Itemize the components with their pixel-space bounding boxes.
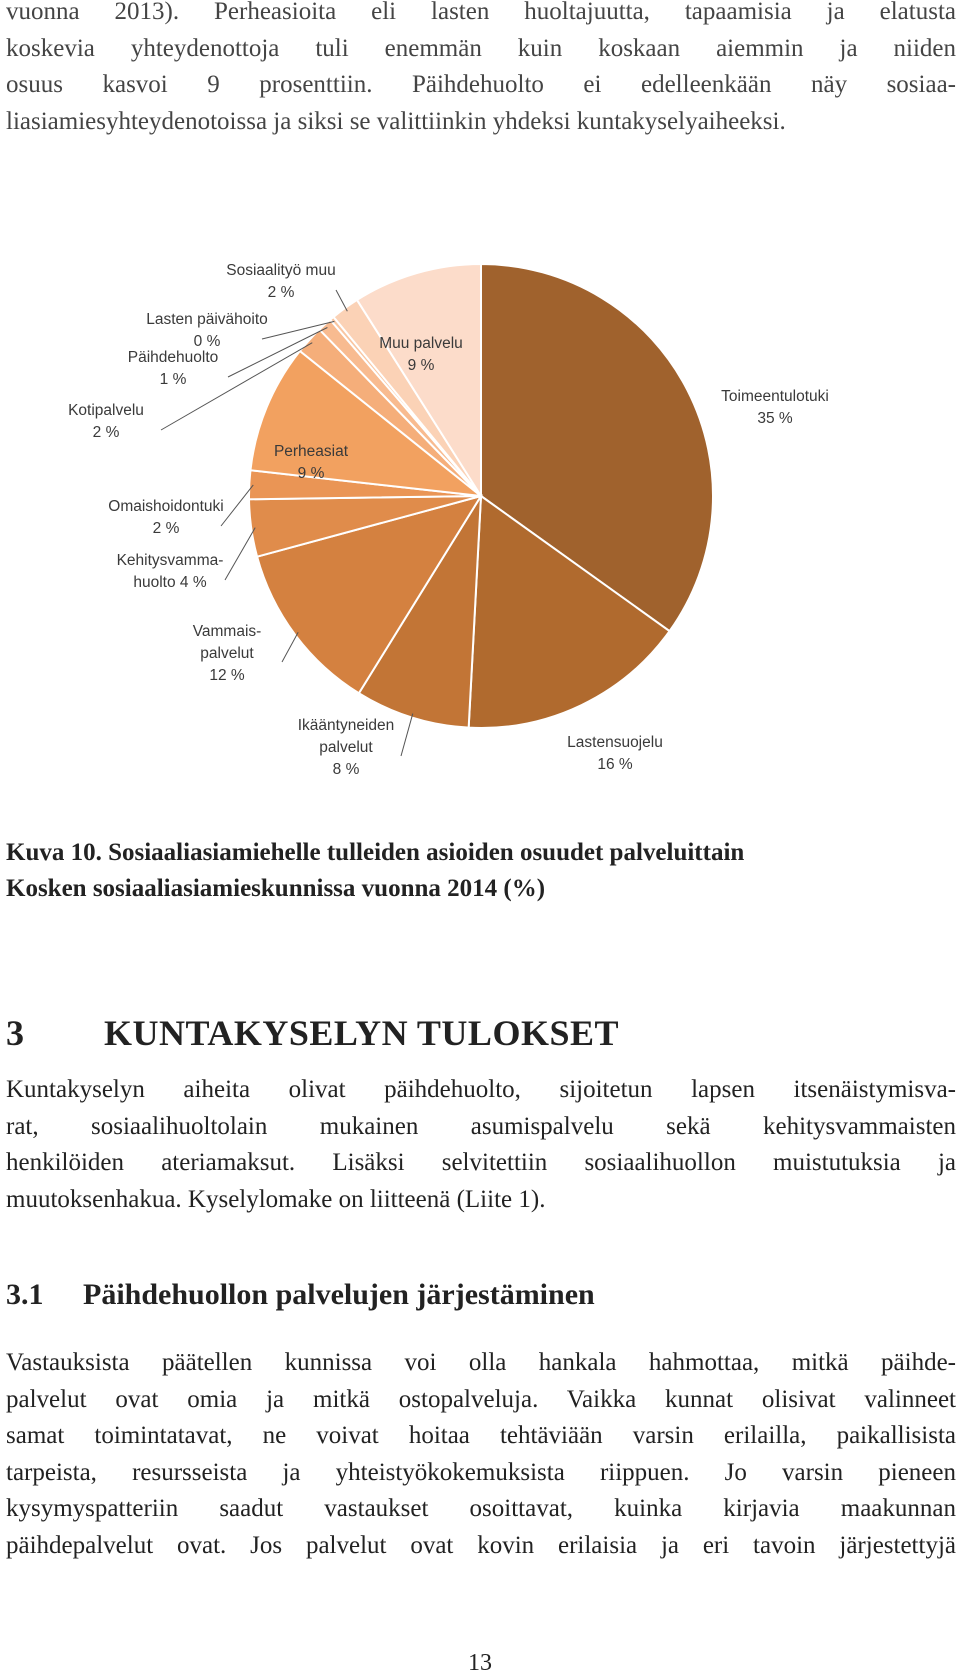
- slice-label: [68, 402, 144, 441]
- slice-label-line: Sosiaalityö muu: [226, 262, 336, 279]
- figure-caption: [6, 835, 744, 907]
- slice-label-line: Ikääntyneiden: [297, 717, 395, 734]
- intro-paragraph: [6, 0, 956, 140]
- slice-label-line: 35 %: [757, 410, 793, 427]
- page-number: 13: [468, 1650, 492, 1676]
- slice-label: [128, 349, 219, 388]
- slice-label-line: Päihdehuolto: [127, 349, 219, 366]
- slice-label-line: Lastensuojelu: [567, 734, 663, 751]
- slice-label-line: palvelut: [319, 739, 373, 756]
- paragraph-line: palvelut ovat omia ja mitkä ostopalveluja. Vaikka kunnat olisivat valinneet: [6, 1385, 956, 1413]
- slice-label-line: 2 %: [267, 284, 295, 301]
- slice-label-line: 16 %: [597, 756, 633, 773]
- section-paragraph: [6, 1072, 956, 1218]
- pie-chart-svg: [0, 240, 960, 820]
- slice-label: [117, 552, 224, 591]
- subsection-paragraph: [6, 1345, 956, 1564]
- pie-chart: [0, 240, 960, 820]
- paragraph-line: kysymyspatteriin saadut vastaukset osoittavat, kuinka kirjavia maakunnan: [6, 1495, 956, 1522]
- slice-label-line: Kehitysvamma-: [116, 552, 224, 569]
- slice-label-line: Kotipalvelu: [68, 402, 144, 419]
- paragraph-line: osuus kasvoi 9 prosenttiin. Päihdehuolto ei edelleenkään näy sosiaa-: [6, 71, 956, 98]
- slice-label-line: Toimeentulotuki: [721, 388, 829, 405]
- subsection-number: 3.1: [6, 1278, 44, 1311]
- section-number: 3: [6, 1013, 25, 1053]
- slice-label-line: 2 %: [152, 520, 180, 537]
- paragraph-line: liasiamiesyhteydenotoissa ja siksi se valittiinkin yhdeksi kuntakyselyaiheeksi.: [6, 107, 786, 135]
- slice-label-line: 12 %: [209, 667, 245, 684]
- slice-label-line: 2 %: [92, 424, 120, 441]
- paragraph-line: Vastauksista päätellen kunnissa voi olla hankala hahmottaa, mitkä päihde-: [6, 1349, 956, 1376]
- slice-label-line: 9 %: [407, 357, 435, 374]
- paragraph-line: rat, sosiaalihuoltolain mukainen asumispalvelu sekä kehitysvammaisten: [6, 1112, 956, 1140]
- leader-line: [401, 714, 413, 756]
- slice-label: [146, 311, 268, 350]
- slice-label-line: Lasten päivähoito: [146, 311, 268, 328]
- subsection-heading: [6, 1278, 595, 1312]
- leader-line: [282, 632, 298, 662]
- paragraph-line: tarpeista, resursseista ja yhteistyökokemuksista riippuen. Jo varsin pieneen: [6, 1458, 956, 1486]
- slice-label: [567, 734, 663, 773]
- paragraph-line: päihdepalvelut ovat. Jos palvelut ovat kovin erilaisia ja eri tavoin järjestettyjä: [6, 1531, 956, 1559]
- leader-line: [225, 528, 255, 580]
- slice-label: [226, 262, 335, 301]
- paragraph-line: henkilöiden ateriamaksut. Lisäksi selvitettiin sosiaalihuollon muistutuksia ja: [6, 1149, 956, 1176]
- section-title: KUNTAKYSELYN TULOKSET: [104, 1013, 619, 1053]
- slice-label-line: 0 %: [193, 333, 221, 350]
- slice-label: [193, 623, 262, 684]
- slice-label-line: 8 %: [332, 761, 360, 778]
- paragraph-line: koskevia yhteydenottoja tuli enemmän kuin koskaan aiemmin ja niiden: [6, 34, 956, 62]
- section-heading: [6, 1012, 619, 1054]
- leader-line: [336, 290, 347, 311]
- subsection-title: Päihdehuollon palvelujen järjestäminen: [83, 1278, 595, 1311]
- slice-label: [721, 388, 829, 427]
- slice-label-line: Vammais-: [192, 623, 262, 640]
- caption-line: Kosken sosiaaliasiamieskunnissa vuonna 2014 (%): [6, 875, 546, 902]
- slice-label-line: Omaishoidontuki: [108, 498, 224, 515]
- slice-label: [108, 498, 223, 537]
- paragraph-line: vuonna 2013). Perheasioita eli lasten huoltajuutta, tapaamisia ja elatusta: [6, 0, 956, 25]
- slice-label-line: palvelut: [200, 645, 254, 662]
- slice-label: [298, 717, 395, 778]
- paragraph-line: samat toimintatavat, ne voivat hoitaa tehtäviään varsin erilailla, paikallisista: [6, 1422, 956, 1449]
- slice-label-line: 1 %: [159, 371, 187, 388]
- slice-label-line: 9 %: [297, 465, 325, 482]
- paragraph-line: Kuntakyselyn aiheita olivat päihdehuolto, sijoitetun lapsen itsenäistymisva-: [6, 1076, 956, 1103]
- paragraph-line: muutoksenhakua. Kyselylomake on liitteenä (Liite 1).: [6, 1185, 546, 1213]
- caption-line: Kuva 10. Sosiaaliasiamiehelle tulleiden asioiden osuudet palveluittain: [6, 839, 745, 866]
- slice-label-line: Muu palvelu: [379, 335, 463, 352]
- slice-label-line: Perheasiat: [273, 443, 349, 460]
- slice-label-line: huolto 4 %: [133, 574, 207, 591]
